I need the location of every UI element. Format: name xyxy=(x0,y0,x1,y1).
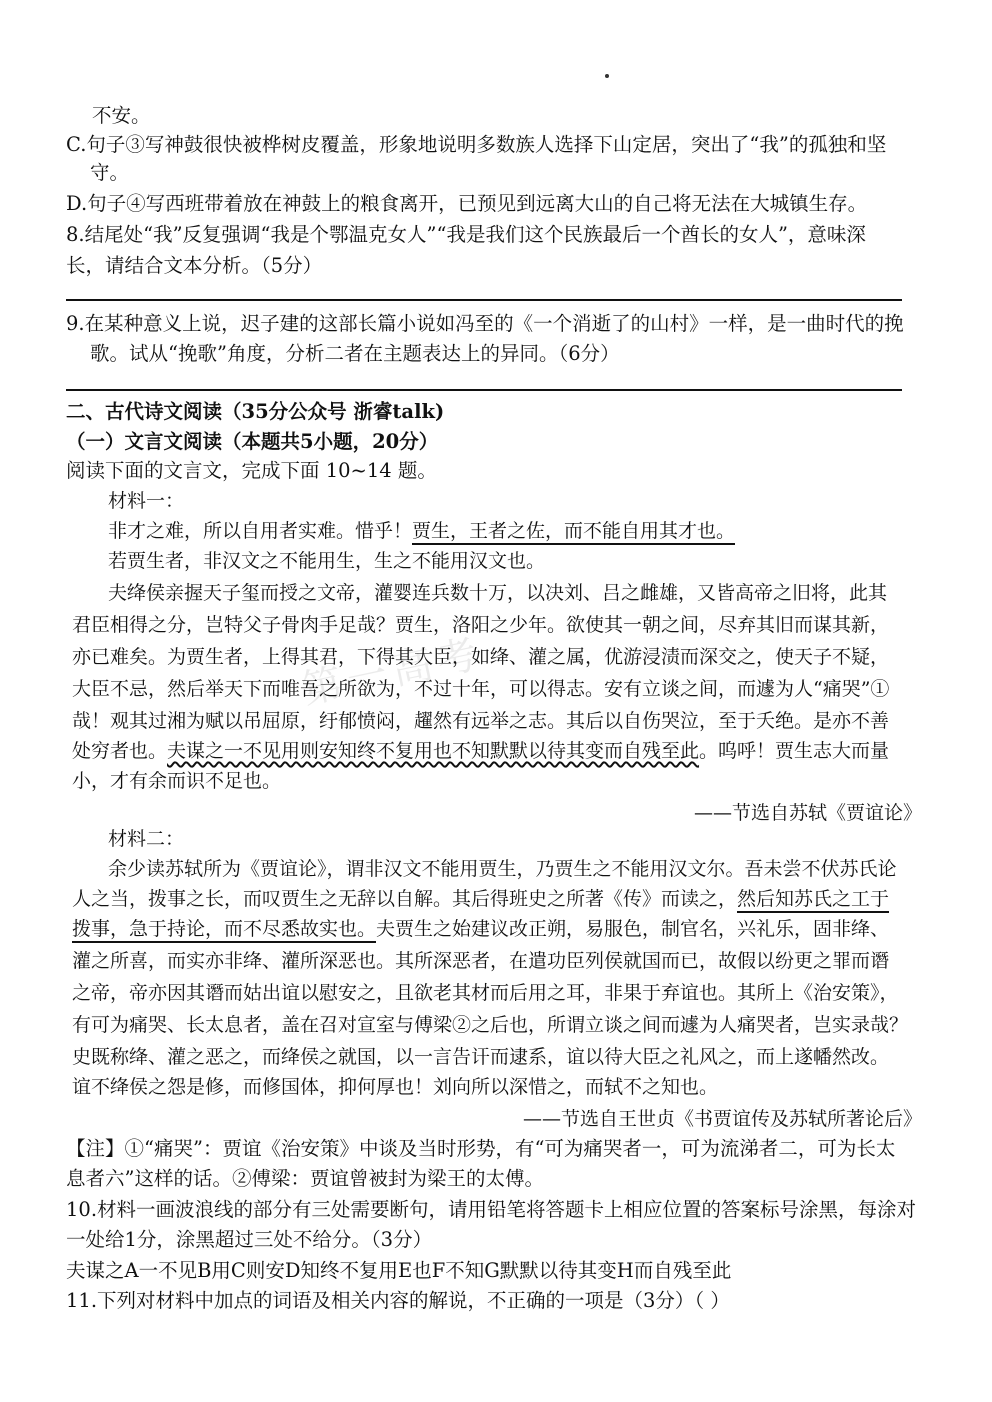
q10-options: 夫谋之A一不见B用C则安D知终不复用E也F不知G默默以待其变H而自残至此 xyxy=(66,1259,732,1282)
material-2-line1: 余少读苏轼所为《贾谊论》，谓非汉文不能用贾生，乃贾生之不能用汉文尔。吾未尝不伏苏氏论 xyxy=(108,858,897,880)
q9-line1: 9.在某种意义上说，迟子建的这部长篇小说如冯至的《一个消逝了的山村》一样，是一曲时代的挽 xyxy=(66,312,904,335)
material-2-underlined-sentence-part2: 拨事，急于持论，而不尽悉故实也。 xyxy=(72,918,376,943)
q8-line1: 8.结尾处“我”反复强调“我是个鄂温克女人”“我是我们这个民族最后一个酋长的女人”，意味深 xyxy=(66,223,866,246)
material-1-line4: 君臣相得之分，岂特父子骨肉手足哉？贾生，洛阳之少年。欲使其一朝之间，尽弃其旧而谋其新， xyxy=(72,614,890,636)
material-1-underlined-sentence-1: 贾生，王者之佐，而不能自用其才也。 xyxy=(412,520,735,545)
material-2-line4: 灌之所喜，而实亦非绛、灌所深恶也。其所深恶者，在遣功臣列侯就国而已，故假以纷更之罪而谮 xyxy=(72,950,890,972)
q8-line2: 长，请结合文本分析。（5分） xyxy=(66,254,323,277)
material-1-line7: 哉！观其过湘为赋以吊屈原，纡郁愤闷，趯然有远举之志。其后以自伤哭泣，至于夭绝。是亦不善 xyxy=(72,710,890,732)
q11-stem: 11.下列对材料中加点的词语及相关内容的解说，不正确的一项是（3分）（ ） xyxy=(66,1289,730,1312)
answer-line-q9 xyxy=(66,389,902,391)
reading-instruction: 阅读下面的文言文，完成下面 10~14 题。 xyxy=(66,459,437,482)
material-2-line5: 之帝，帝亦因其谮而姑出谊以慰安之，且欲老其材而后用之耳，非果于弃谊也。其所上《治安策》， xyxy=(72,982,899,1004)
material-2-line2 xyxy=(72,886,889,912)
material-1-line8-start: 处穷者也。 xyxy=(72,740,168,762)
material-1-label: 材料一： xyxy=(108,490,185,512)
material-1-line5: 亦已难矣。为贾生者，上得其君，下得其大臣，如绛、灌之属，优游浸渍而深交之，使天子不疑， xyxy=(72,646,890,668)
material-1-source: ——节选自苏轼《贾谊论》 xyxy=(693,802,922,824)
material-2-underlined-sentence-part1: 然后知苏氏之工于 xyxy=(737,888,889,913)
q7-option-c-line1: C.句子③写神鼓很快被桦树皮覆盖，形象地说明多数族人选择下山定居，突出了“我”的孤独和坚 xyxy=(66,133,887,156)
material-2-line3-end: 夫贾生之始建议改正朔，易服色，制官名，兴礼乐，固非绛、 xyxy=(376,918,890,940)
material-1-wavy-sentence: 夫谋之一不见用则安知终不复用也不知默默以待其变而自残至此 xyxy=(167,740,700,762)
section-2-1-heading: （一）文言文阅读（本题共5小题，20分） xyxy=(66,430,439,453)
material-1-line6: 大臣不忌，然后举天下而唯吾之所欲为，不过十年，可以得志。安有立谈之间，而遽为人“痛哭”① xyxy=(72,678,890,700)
material-2-line3 xyxy=(72,916,889,942)
material-1-line3: 夫绛侯亲握天子玺而授之文帝，灌婴连兵数十万，以决刘、吕之雌雄，又皆高帝之旧将，此其 xyxy=(108,582,888,604)
watermark: 第一高考 xyxy=(297,630,488,714)
material-1-line1 xyxy=(108,518,735,544)
q7-option-c-line2: 守。 xyxy=(90,161,130,184)
q7-tail: 不安。 xyxy=(92,104,151,127)
material-1-line1-start: 非才之难，所以自用者实难。惜乎！ xyxy=(108,520,413,542)
note-line1: 【注】①“痛哭”：贾谊《治安策》中谈及当时形势，有“可为痛哭者一，可为流涕者二，可为长太 xyxy=(66,1137,896,1160)
material-2-line7: 史既称绛、灌之恶之，而绛侯之就国，以一言告讦而逮系，谊以待大臣之礼风之，而上遂幡然改。 xyxy=(72,1046,890,1068)
scan-speck xyxy=(605,74,609,78)
material-2-source: ——节选自王世贞《书贾谊传及苏轼所著论后》 xyxy=(522,1108,922,1130)
material-1-line9: 小，才有余而识不足也。 xyxy=(72,770,282,792)
section-2-heading: 二、古代诗文阅读（35分公众号 浙睿talk) xyxy=(66,400,445,423)
material-2-line6: 有可为痛哭、长太息者，盖在召对宣室与傅梁②之后也，所谓立谈之间而遽为人痛哭者，岂实录哉？ xyxy=(72,1014,909,1036)
q7-option-d: D.句子④写西班带着放在神鼓上的粮食离开，已预见到远离大山的自己将无法在大城镇生存。 xyxy=(66,192,868,215)
material-2-line8: 谊不绛侯之怨是修，而修国体，抑何厚也！刘向所以深惜之，而轼不之知也。 xyxy=(72,1076,719,1098)
q10-line2: 一处给1分，涂黑超过三处不给分。（3分） xyxy=(66,1228,433,1251)
q10-line1: 10.材料一画波浪线的部分有三处需要断句，请用铅笔将答题卡上相应位置的答案标号涂黑，每涂对 xyxy=(66,1198,917,1221)
answer-line-q8 xyxy=(66,299,902,301)
q9-line2: 歌。试从“挽歌”角度，分析二者在主题表达上的异同。（6分） xyxy=(90,342,620,365)
material-1-line8-end: 。呜呼！贾生志大而量 xyxy=(699,740,890,762)
material-2-label: 材料二： xyxy=(108,828,185,850)
material-1-line8 xyxy=(72,738,889,764)
material-2-line2-start: 人之当，拨事之长，而叹贾生之无辞以自解。其后得班史之所著《传》而读之， xyxy=(72,888,738,910)
note-line2: 息者六”这样的话。②傅梁：贾谊曾被封为梁王的太傅。 xyxy=(66,1167,544,1190)
material-1-line2: 若贾生者，非汉文之不能用生，生之不能用汉文也。 xyxy=(108,550,546,572)
